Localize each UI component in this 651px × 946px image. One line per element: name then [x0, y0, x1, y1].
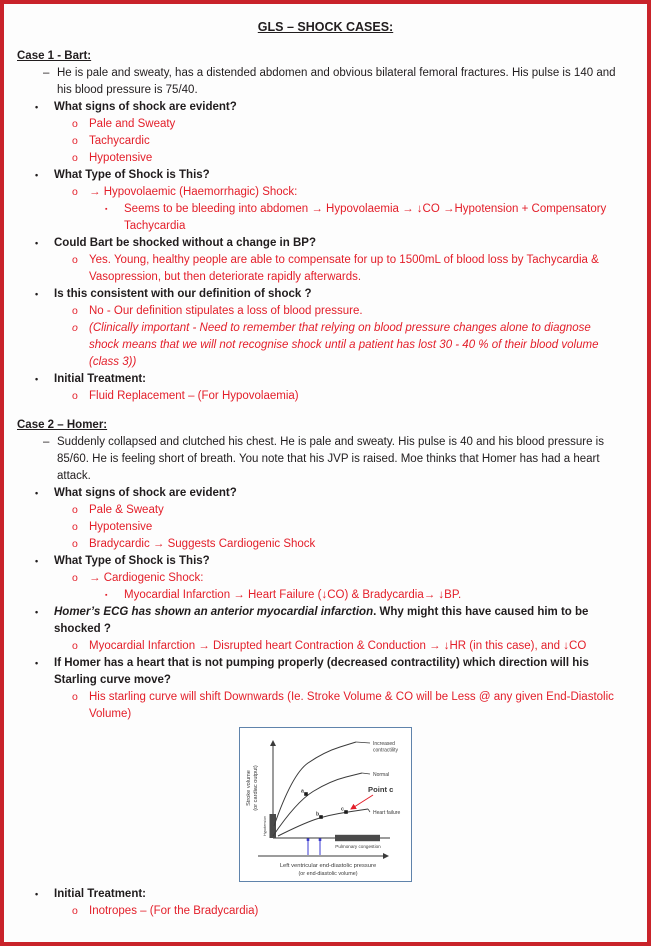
point-label-c: c [341, 806, 344, 813]
point-marker-c [344, 810, 348, 814]
y-axis-label-line1: Stroke volume [246, 770, 252, 806]
bullet-icon: • [35, 488, 39, 498]
pulmonary-congestion-label: Pulmonary congestion [335, 844, 381, 849]
bullet-icon: • [35, 658, 39, 668]
case1-answer-shock-mechanism: ▪ Seems to be bleeding into abdomen → Hypovolaemia → ↓CO →Hypotension + Compensatory Tachycardia [105, 203, 607, 232]
point-label-a: a [301, 788, 304, 795]
circle-bullet-icon: o [72, 572, 78, 584]
case1-clinical-note: o (Clinically important - Need to remember that relying on blood pressure changes alone to diagnose shock means that we will not recognise shock until a patient has lost 30 - 40 % of their blood volume (class 3)) [72, 322, 599, 368]
page-title: GLS – SHOCK CASES: [257, 20, 394, 34]
bullet-icon: • [35, 238, 39, 248]
point-markers-group [301, 789, 348, 819]
case2-section [4, 417, 647, 920]
case1-treatment-answer: o Fluid Replacement – (For Hypovolaemia) [4, 388, 647, 405]
square-bullet-icon: ▪ [105, 592, 108, 599]
case2-answer-pale-sweaty: o Pale & Sweaty [4, 502, 647, 519]
leader-line-increased-contractility [356, 742, 370, 743]
starling-curve-chart [240, 728, 409, 879]
x-axis-label-line1: Left ventricular end-diastolic pressure [279, 863, 377, 869]
curve-label-increased-contractility: contractility [373, 747, 399, 754]
bullet-icon: • [35, 170, 39, 180]
circle-bullet-icon: o [72, 390, 78, 402]
bullet-icon: • [35, 102, 39, 112]
circle-bullet-icon: o [72, 135, 78, 147]
curve-normal [273, 773, 362, 836]
curve-label-heart-failure: Heart failure [373, 810, 401, 816]
case1-question-1: • What signs of shock are evident? [4, 99, 647, 116]
circle-bullet-icon: o [72, 186, 78, 198]
case1-heading: Case 1 - Bart: [17, 50, 92, 62]
case1-answer-pale-sweaty: o Pale and Sweaty [4, 116, 647, 133]
hypotension-bar [270, 814, 277, 838]
case2-question-3 [4, 604, 647, 638]
curve-label-increased-contractility: Increased [373, 741, 395, 747]
curve-heart-failure [278, 806, 368, 836]
curve-label-normal: Normal [373, 772, 390, 778]
circle-bullet-icon: o [72, 538, 78, 550]
case2-answer-shock-type: o → Cardiogenic Shock: [4, 570, 647, 587]
circle-bullet-icon: o [72, 118, 78, 130]
case1-initial-treatment-heading: • Initial Treatment: [4, 371, 647, 388]
case2-initial-treatment-heading: • Initial Treatment: [4, 886, 647, 903]
point-marker-a [304, 792, 308, 796]
circle-bullet-icon: o [72, 640, 78, 652]
square-bullet-icon: ▪ [105, 206, 108, 213]
dash-bullet-icon: – [43, 436, 50, 448]
case1-answer-definition: o No - Our definition stipulates a loss of blood pressure. [4, 303, 647, 320]
point-label-b: b [316, 811, 320, 818]
dash-bullet-icon: – [43, 67, 50, 79]
case1-answer-tachycardic: o Tachycardic [4, 133, 647, 150]
circle-bullet-icon: o [72, 254, 78, 266]
case2-treatment-answer: o Inotropes – (For the Bradycardia) [4, 903, 647, 920]
pulmonary-congestion-bar [335, 835, 380, 841]
case2-answer-hypotensive: o Hypotensive [4, 519, 647, 536]
case2-answer-mi-mechanism: o Myocardial Infarction → Disrupted heart Contraction & Conduction → ↓HR (in this case), and ↓CO [4, 638, 647, 655]
point-c-arrow-icon [351, 795, 373, 809]
blue-tick-head-1 [319, 838, 322, 841]
case2-answer-bradycardic: o Bradycardic → Suggests Cardiogenic Shock [4, 536, 647, 553]
case1-question-2: • What Type of Shock is This? [4, 167, 647, 184]
case1-description: – He is pale and sweaty, has a distended abdomen and obvious bilateral femoral fractures. His pulse is 140 and his blood pressure is 75/40. [43, 67, 616, 96]
starling-curve-figure [4, 727, 647, 882]
circle-bullet-icon: o [72, 152, 78, 164]
figure-frame [239, 727, 412, 882]
case1-question-3: • Could Bart be shocked without a change in BP? [4, 235, 647, 252]
circle-bullet-icon: o [72, 691, 78, 703]
case2-question-2: • What Type of Shock is This? [4, 553, 647, 570]
y-axis-label-line2: (or cardiac output) [253, 765, 259, 811]
blue-tick-head-0 [307, 838, 310, 841]
blue-ticks [307, 838, 322, 855]
case1-question-4: • Is this consistent with our definition of shock ? [4, 286, 647, 303]
bullet-icon: • [35, 607, 39, 617]
case1-answer-shock-type: o → Hypovolaemic (Haemorrhagic) Shock: [4, 184, 647, 201]
point-c-annotation: Point c [368, 785, 394, 794]
curve-increased-contractility [274, 742, 356, 826]
hypotension-label: Hypotension [263, 816, 267, 836]
leader-line-heart-failure [368, 809, 370, 812]
case2-answer-shock-mechanism: ▪ Myocardial Infarction → Heart Failure (↓CO) & Bradycardia→ ↓BP. [4, 587, 647, 604]
x-axis-label-line2: (or end-diastolic volume) [298, 871, 358, 877]
circle-bullet-icon: o [72, 322, 78, 334]
case2-question-4: • If Homer has a heart that is not pumping properly (decreased contractility) which direction will his Starling curve move? [35, 657, 589, 686]
bullet-icon: • [35, 889, 39, 899]
case2-answer-starling-shift: o His starling curve will shift Downwards (Ie. Stroke Volume & CO will be Less @ any given End-Diastolic Volume) [72, 691, 614, 720]
circle-bullet-icon: o [72, 905, 78, 917]
case2-question-1: • What signs of shock are evident? [4, 485, 647, 502]
case1-answer-hypotensive: o Hypotensive [4, 150, 647, 167]
case2-description: – Suddenly collapsed and clutched his chest. He is pale and sweaty. His pulse is 40 and his blood pressure is 85/60. He is feeling short of breath. You note that his JVP is raised. Moe thinks that Homer has had a heart attack. [43, 436, 604, 482]
case1-section [4, 48, 647, 405]
case2-heading: Case 2 – Homer: [17, 419, 108, 431]
bullet-icon: • [35, 289, 39, 299]
ecg-question-rest: . Why might this have caused him to be shocked ? [54, 606, 589, 635]
circle-bullet-icon: o [72, 504, 78, 516]
ecg-question-italic: Homer’s ECG has shown an anterior myocardial infarction [54, 606, 374, 618]
circle-bullet-icon: o [72, 521, 78, 533]
leader-line-normal [362, 773, 370, 774]
case1-answer-compensation: o Yes. Young, healthy people are able to compensate for up to 1500mL of blood loss by Tachycardia & Vasopression, but then deteriorate rapidly afterwards. [72, 254, 599, 283]
bullet-icon: • [35, 374, 39, 384]
point-marker-b [319, 815, 323, 819]
circle-bullet-icon: o [72, 305, 78, 317]
bullet-icon: • [35, 556, 39, 566]
